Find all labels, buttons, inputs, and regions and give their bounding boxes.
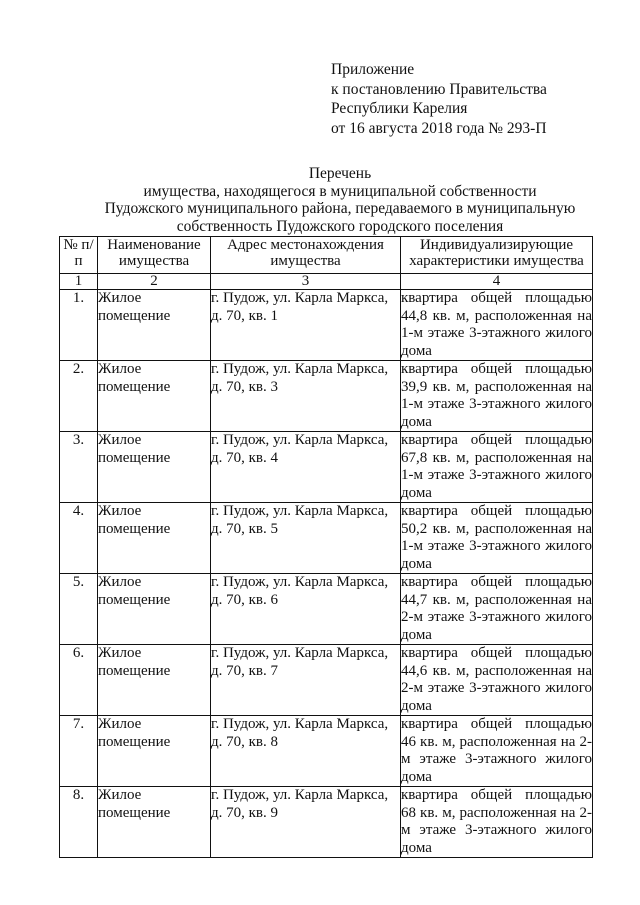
- row-number: 6.: [60, 645, 98, 716]
- property-characteristics: квартира общей площадью 50,2 кв. м, расположенная на 1-м этаже 3-этажного жилого дома: [401, 503, 592, 572]
- property-address: г. Пудож, ул. Карла Маркса, д. 70, кв. 1: [211, 290, 401, 361]
- row-number: 5.: [60, 574, 98, 645]
- column-number: 4: [401, 274, 593, 290]
- property-name: Жилое помещение: [98, 432, 211, 503]
- table-row: [60, 574, 593, 645]
- property-characteristics: квартира общей площадью 44,7 кв. м, расположенная на 2-м этаже 3-этажного жилого дома: [401, 574, 592, 643]
- property-characteristics: квартира общей площадью 39,9 кв. м, расположенная на 1-м этаже 3-этажного жилого дома: [401, 361, 592, 430]
- column-number: 1: [60, 274, 98, 290]
- document-title: [60, 165, 620, 235]
- header-number: № п/п: [60, 237, 98, 274]
- property-characteristics: квартира общей площадью 68 кв. м, расположенная на 2-м этаже 3-этажного жилого дома: [401, 787, 592, 856]
- appendix-line: Республики Карелия: [331, 100, 468, 117]
- property-name: Жилое помещение: [98, 716, 211, 787]
- property-table: [59, 236, 593, 858]
- column-number-row: [60, 274, 593, 290]
- row-number: 1.: [60, 290, 98, 361]
- property-name: Жилое помещение: [98, 574, 211, 645]
- property-address: г. Пудож, ул. Карла Маркса, д. 70, кв. 3: [211, 361, 401, 432]
- property-characteristics: квартира общей площадью 67,8 кв. м, расположенная на 1-м этаже 3-этажного жилого дома: [401, 432, 592, 501]
- row-number: 3.: [60, 432, 98, 503]
- column-number: 2: [98, 274, 211, 290]
- property-characteristics: квартира общей площадью 46 кв. м, расположенная на 2-м этаже 3-этажного жилого дома: [401, 716, 592, 785]
- property-address: г. Пудож, ул. Карла Маркса, д. 70, кв. 4: [211, 432, 401, 503]
- property-address: г. Пудож, ул. Карла Маркса, д. 70, кв. 6: [211, 574, 401, 645]
- table-row: [60, 290, 593, 361]
- row-number: 2.: [60, 361, 98, 432]
- row-number: 4.: [60, 503, 98, 574]
- table-row: [60, 503, 593, 574]
- property-name: Жилое помещение: [98, 645, 211, 716]
- property-address: г. Пудож, ул. Карла Маркса, д. 70, кв. 7: [211, 645, 401, 716]
- property-characteristics: квартира общей площадью 44,6 кв. м, расположенная на 2-м этаже 3-этажного жилого дома: [401, 645, 592, 714]
- appendix-line: от 16 августа 2018 года № 293-П: [331, 119, 547, 137]
- table-row: [60, 645, 593, 716]
- property-address: г. Пудож, ул. Карла Маркса, д. 70, кв. 8: [211, 716, 401, 787]
- table-row: [60, 361, 593, 432]
- title-line: Пудожского муниципального района, передаваемого в муниципальную: [104, 200, 576, 217]
- title-heading: Перечень: [308, 165, 372, 182]
- property-name: Жилое помещение: [98, 361, 211, 432]
- title-line: имущества, находящегося в муниципальной собственности: [143, 182, 537, 200]
- appendix-line: к постановлению Правительства: [331, 80, 547, 98]
- header-name: Наименование имущества: [98, 237, 211, 274]
- table-row: [60, 787, 593, 858]
- header-address: Адрес местонахождения имущества: [211, 237, 401, 274]
- table-row: [60, 716, 593, 787]
- property-name: Жилое помещение: [98, 503, 211, 574]
- header-characteristics: Индивидуализирующие характеристики имущества: [401, 237, 593, 274]
- appendix-block: [331, 60, 547, 138]
- appendix-line: Приложение: [331, 61, 415, 78]
- property-characteristics: квартира общей площадью 44,8 кв. м, расположенная на 1-м этаже 3-этажного жилого дома: [401, 290, 592, 359]
- column-number: 3: [211, 274, 401, 290]
- property-address: г. Пудож, ул. Карла Маркса, д. 70, кв. 9: [211, 787, 401, 858]
- title-line: собственность Пудожского городского поселения: [176, 217, 504, 235]
- property-name: Жилое помещение: [98, 787, 211, 858]
- row-number: 7.: [60, 716, 98, 787]
- table-row: [60, 432, 593, 503]
- row-number: 8.: [60, 787, 98, 858]
- property-address: г. Пудож, ул. Карла Маркса, д. 70, кв. 5: [211, 503, 401, 574]
- property-name: Жилое помещение: [98, 290, 211, 361]
